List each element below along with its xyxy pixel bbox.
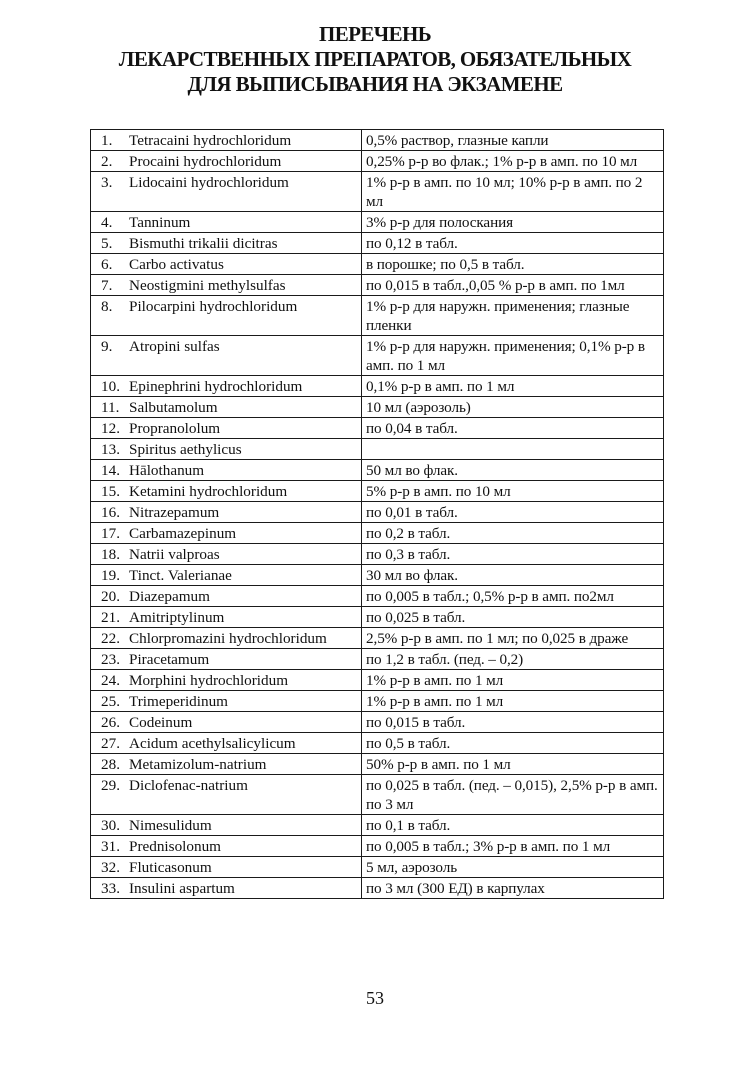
drug-name: Salbutamolum bbox=[129, 399, 218, 416]
drug-name: Propranololum bbox=[129, 420, 221, 437]
table-row bbox=[91, 815, 664, 836]
table-row bbox=[91, 481, 664, 502]
row-number: 25. bbox=[101, 693, 120, 710]
drug-name: Codeinum bbox=[129, 714, 193, 731]
drug-name-cell bbox=[91, 130, 362, 151]
drug-name: Nitrazepamum bbox=[129, 504, 220, 521]
drug-name: Carbamazepinum bbox=[129, 525, 237, 542]
drug-name-cell bbox=[91, 397, 362, 418]
table-row bbox=[91, 130, 664, 151]
drug-name-cell bbox=[91, 565, 362, 586]
drug-name-cell bbox=[91, 836, 362, 857]
drug-name-cell bbox=[91, 775, 362, 815]
row-number: 31. bbox=[101, 838, 120, 855]
row-number: 20. bbox=[101, 588, 120, 605]
row-number: 26. bbox=[101, 714, 120, 731]
table-row bbox=[91, 670, 664, 691]
drug-name-cell bbox=[91, 670, 362, 691]
title-line-3: ДЛЯ ВЫПИСЫВАНИЯ НА ЭКЗАМЕНЕ bbox=[187, 72, 563, 96]
dosage-form-cell: в порошке; по 0,5 в табл. bbox=[362, 254, 664, 275]
drug-name: Ketamini hydrochloridum bbox=[129, 483, 288, 500]
drug-name-cell bbox=[91, 628, 362, 649]
drug-name-cell bbox=[91, 544, 362, 565]
row-number: 16. bbox=[101, 504, 120, 521]
drug-name: Spiritus aethylicus bbox=[129, 441, 242, 458]
drug-name: Natrii valproas bbox=[129, 546, 220, 563]
drug-name-cell bbox=[91, 607, 362, 628]
row-number: 32. bbox=[101, 859, 120, 876]
drug-name: Diclofenac-natrium bbox=[129, 777, 248, 794]
drug-name: Epinephrini hydrochloridum bbox=[129, 378, 303, 395]
dosage-form-cell: по 0,025 в табл. (пед. – 0,015), 2,5% р-р в амп. по 3 мл bbox=[362, 775, 664, 815]
dosage-form-cell: по 0,005 в табл.; 0,5% р-р в амп. по2мл bbox=[362, 586, 664, 607]
row-number: 6. bbox=[101, 256, 113, 273]
dosage-form-cell: по 0,015 в табл.,0,05 % р-р в амп. по 1мл bbox=[362, 275, 664, 296]
row-number: 22. bbox=[101, 630, 120, 647]
table-row bbox=[91, 878, 664, 899]
drug-name: Metamizolum-natrium bbox=[129, 756, 267, 773]
drug-name-cell bbox=[91, 275, 362, 296]
table-row bbox=[91, 233, 664, 254]
row-number: 7. bbox=[101, 277, 113, 294]
drug-name-cell bbox=[91, 336, 362, 376]
table-row bbox=[91, 172, 664, 212]
dosage-form-cell: по 0,1 в табл. bbox=[362, 815, 664, 836]
table-row bbox=[91, 151, 664, 172]
drug-name-cell bbox=[91, 418, 362, 439]
drug-name-cell bbox=[91, 172, 362, 212]
dosage-form-cell: 0,1% р-р в амп. по 1 мл bbox=[362, 376, 664, 397]
drug-name: Tanninum bbox=[129, 214, 191, 231]
drug-name-cell bbox=[91, 439, 362, 460]
dosage-form-cell: 5 мл, аэрозоль bbox=[362, 857, 664, 878]
row-number: 9. bbox=[101, 338, 113, 355]
table-row bbox=[91, 212, 664, 233]
table-row bbox=[91, 418, 664, 439]
drug-name: Procaini hydrochloridum bbox=[129, 153, 282, 170]
row-number: 33. bbox=[101, 880, 120, 897]
dosage-form-cell: по 0,01 в табл. bbox=[362, 502, 664, 523]
table-row bbox=[91, 502, 664, 523]
dosage-form-cell: 50 мл во флак. bbox=[362, 460, 664, 481]
dosage-form-cell: 0,5% раствор, глазные капли bbox=[362, 130, 664, 151]
drug-name: Neostigmini methylsulfas bbox=[129, 277, 286, 294]
drug-name-cell bbox=[91, 460, 362, 481]
row-number: 5. bbox=[101, 235, 113, 252]
table-row bbox=[91, 712, 664, 733]
dosage-form-cell: по 0,015 в табл. bbox=[362, 712, 664, 733]
row-number: 21. bbox=[101, 609, 120, 626]
dosage-form-cell: 1% р-р в амп. по 10 мл; 10% р-р в амп. по 2 мл bbox=[362, 172, 664, 212]
table-row bbox=[91, 296, 664, 336]
drug-name: Bismuthi trikalii dicitras bbox=[129, 235, 278, 252]
dosage-form-cell: 0,25% р-р во флак.; 1% р-р в амп. по 10 мл bbox=[362, 151, 664, 172]
dosage-form-cell: 10 мл (аэрозоль) bbox=[362, 397, 664, 418]
dosage-form-cell: по 0,005 в табл.; 3% р-р в амп. по 1 мл bbox=[362, 836, 664, 857]
row-number: 1. bbox=[101, 132, 113, 149]
drug-name-cell bbox=[91, 481, 362, 502]
dosage-form-cell: по 0,2 в табл. bbox=[362, 523, 664, 544]
row-number: 4. bbox=[101, 214, 113, 231]
drug-name: Insulini aspartum bbox=[129, 880, 235, 897]
dosage-form-cell: 5% р-р в амп. по 10 мл bbox=[362, 481, 664, 502]
row-number: 14. bbox=[101, 462, 120, 479]
dosage-form-cell: по 0,025 в табл. bbox=[362, 607, 664, 628]
row-number: 28. bbox=[101, 756, 120, 773]
row-number: 13. bbox=[101, 441, 120, 458]
drug-list-body bbox=[91, 130, 664, 899]
page-title bbox=[0, 22, 750, 97]
table-row bbox=[91, 775, 664, 815]
dosage-form-cell: по 0,04 в табл. bbox=[362, 418, 664, 439]
drug-name: Lidocaini hydrochloridum bbox=[129, 174, 289, 191]
dosage-form-cell bbox=[362, 439, 664, 460]
drug-name: Prednisolonum bbox=[129, 838, 221, 855]
row-number: 19. bbox=[101, 567, 120, 584]
drug-list-table bbox=[90, 129, 664, 899]
title-line-1: ПЕРЕЧЕНЬ bbox=[318, 22, 431, 46]
drug-name-cell bbox=[91, 815, 362, 836]
dosage-form-cell: по 0,12 в табл. bbox=[362, 233, 664, 254]
drug-name: Carbo activatus bbox=[129, 256, 224, 273]
drug-name-cell bbox=[91, 212, 362, 233]
table-row bbox=[91, 733, 664, 754]
row-number: 15. bbox=[101, 483, 120, 500]
dosage-form-cell: по 1,2 в табл. (пед. – 0,2) bbox=[362, 649, 664, 670]
drug-name: Amitriptylinum bbox=[129, 609, 225, 626]
table-row bbox=[91, 397, 664, 418]
table-row bbox=[91, 439, 664, 460]
drug-name-cell bbox=[91, 712, 362, 733]
dosage-form-cell: 1% р-р для наружн. применения; глазные пленки bbox=[362, 296, 664, 336]
dosage-form-cell: 1% р-р в амп. по 1 мл bbox=[362, 670, 664, 691]
row-number: 23. bbox=[101, 651, 120, 668]
drug-name-cell bbox=[91, 233, 362, 254]
drug-name: Fluticasonum bbox=[129, 859, 212, 876]
drug-name: Acidum acethylsalicylicum bbox=[129, 735, 296, 752]
dosage-form-cell: по 0,3 в табл. bbox=[362, 544, 664, 565]
row-number: 27. bbox=[101, 735, 120, 752]
drug-name-cell bbox=[91, 296, 362, 336]
page-number: 53 bbox=[366, 988, 384, 1008]
dosage-form-cell: 2,5% р-р в амп. по 1 мл; по 0,025 в драже bbox=[362, 628, 664, 649]
table-row bbox=[91, 691, 664, 712]
row-number: 17. bbox=[101, 525, 120, 542]
drug-name-cell bbox=[91, 691, 362, 712]
dosage-form-cell: 30 мл во флак. bbox=[362, 565, 664, 586]
dosage-form-cell: по 3 мл (300 ЕД) в карпулах bbox=[362, 878, 664, 899]
drug-name-cell bbox=[91, 502, 362, 523]
row-number: 24. bbox=[101, 672, 120, 689]
dosage-form-cell: 50% р-р в амп. по 1 мл bbox=[362, 754, 664, 775]
drug-name-cell bbox=[91, 857, 362, 878]
table-row bbox=[91, 275, 664, 296]
drug-name-cell bbox=[91, 151, 362, 172]
row-number: 29. bbox=[101, 777, 120, 794]
row-number: 8. bbox=[101, 298, 113, 315]
table-row bbox=[91, 254, 664, 275]
table-row bbox=[91, 586, 664, 607]
drug-name: Hālothanum bbox=[129, 462, 205, 479]
drug-name: Diazepamum bbox=[129, 588, 210, 605]
dosage-form-cell: 3% р-р для полоскания bbox=[362, 212, 664, 233]
drug-name: Chlorpromazini hydrochloridum bbox=[129, 630, 327, 647]
drug-name-cell bbox=[91, 878, 362, 899]
drug-name-cell bbox=[91, 254, 362, 275]
row-number: 12. bbox=[101, 420, 120, 437]
drug-name: Trimeperidinum bbox=[129, 693, 229, 710]
table-row bbox=[91, 857, 664, 878]
table-row bbox=[91, 376, 664, 397]
row-number: 11. bbox=[101, 399, 120, 416]
drug-name-cell bbox=[91, 754, 362, 775]
table-row bbox=[91, 607, 664, 628]
drug-name-cell bbox=[91, 586, 362, 607]
row-number: 18. bbox=[101, 546, 120, 563]
drug-name-cell bbox=[91, 649, 362, 670]
drug-name: Piracetamum bbox=[129, 651, 210, 668]
table-row bbox=[91, 628, 664, 649]
table-row bbox=[91, 544, 664, 565]
dosage-form-cell: по 0,5 в табл. bbox=[362, 733, 664, 754]
table-row bbox=[91, 649, 664, 670]
dosage-form-cell: 1% р-р в амп. по 1 мл bbox=[362, 691, 664, 712]
row-number: 10. bbox=[101, 378, 120, 395]
title-line-2: ЛЕКАРСТВЕННЫХ ПРЕПАРАТОВ, ОБЯЗАТЕЛЬНЫХ bbox=[118, 47, 632, 71]
drug-name-cell bbox=[91, 733, 362, 754]
row-number: 30. bbox=[101, 817, 120, 834]
drug-name: Tetracaini hydrochloridum bbox=[129, 132, 292, 149]
drug-name: Nimesulidum bbox=[129, 817, 212, 834]
row-number: 2. bbox=[101, 153, 113, 170]
drug-name: Atropini sulfas bbox=[129, 338, 220, 355]
table-row bbox=[91, 754, 664, 775]
drug-name: Tinct. Valerianae bbox=[129, 567, 232, 584]
table-row bbox=[91, 565, 664, 586]
table-row bbox=[91, 336, 664, 376]
table-row bbox=[91, 523, 664, 544]
table-row bbox=[91, 460, 664, 481]
drug-name-cell bbox=[91, 376, 362, 397]
row-number: 3. bbox=[101, 174, 113, 191]
drug-name: Morphini hydrochloridum bbox=[129, 672, 289, 689]
dosage-form-cell: 1% р-р для наружн. применения; 0,1% р-р в амп. по 1 мл bbox=[362, 336, 664, 376]
drug-name-cell bbox=[91, 523, 362, 544]
drug-name: Pilocarpini hydrochloridum bbox=[129, 298, 298, 315]
table-row bbox=[91, 836, 664, 857]
